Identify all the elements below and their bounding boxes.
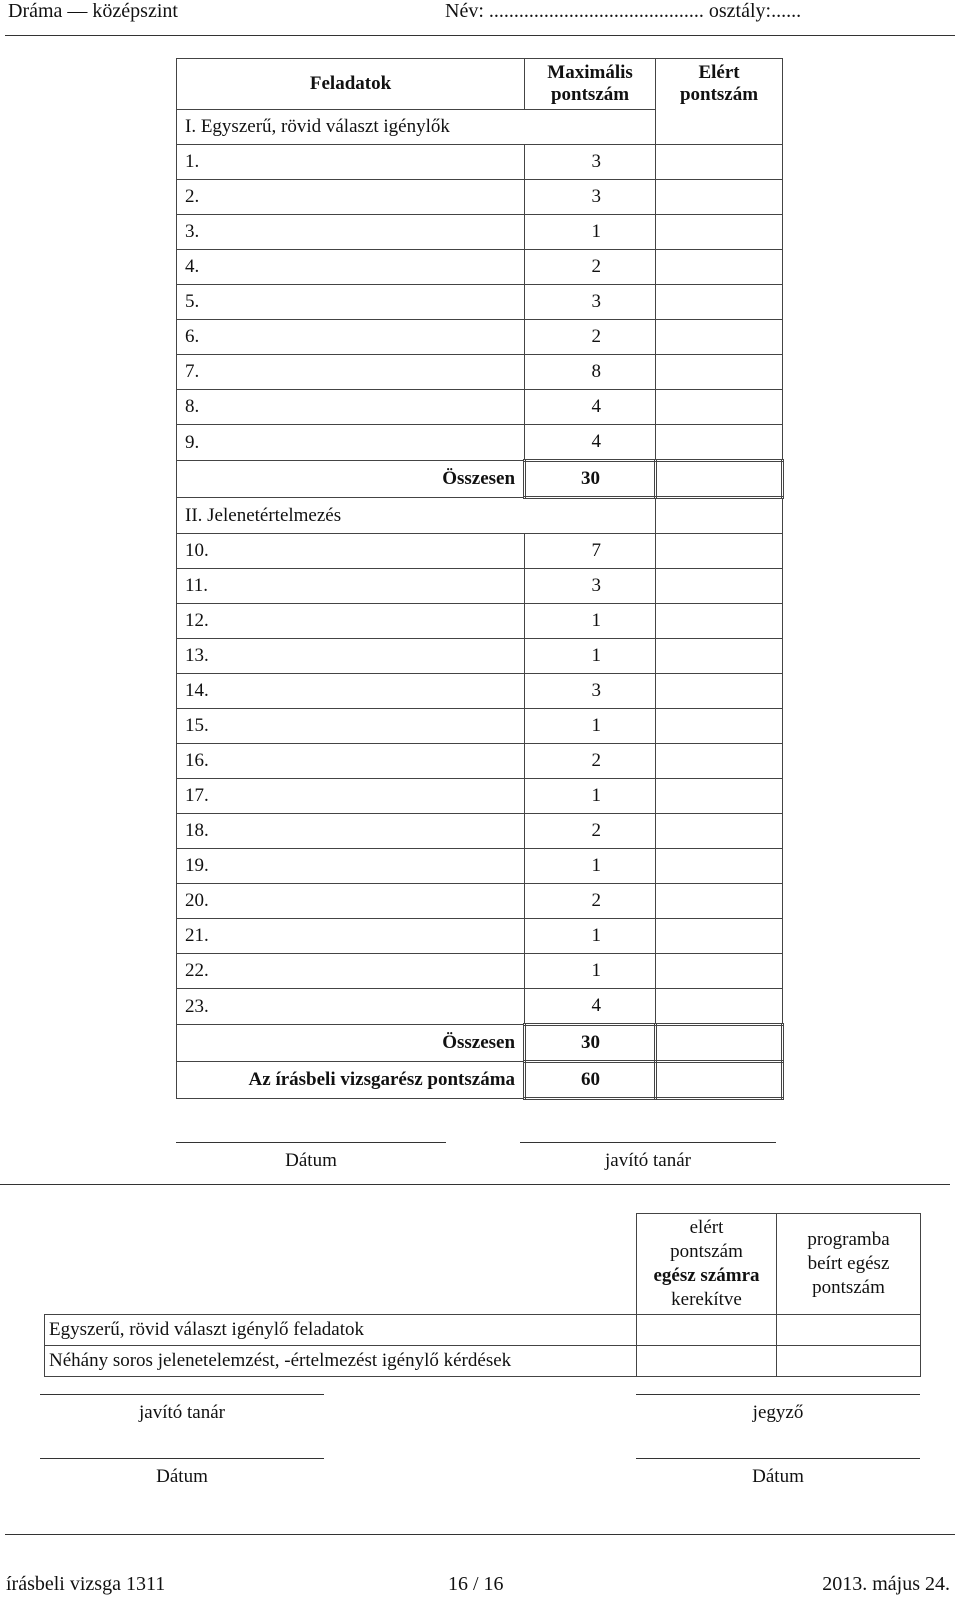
teacher-label: javító tanár [605, 1150, 691, 1171]
section1-total-row [177, 461, 783, 498]
col-rounded-points: elért pontszám egész számra kerekítve [637, 1214, 777, 1315]
task-number: 19. [177, 849, 525, 884]
achieved-cell[interactable] [656, 604, 783, 639]
achieved-cell[interactable] [656, 849, 783, 884]
total-max: 30 [525, 461, 656, 498]
task-number: 6. [177, 320, 525, 355]
task-number: 14. [177, 674, 525, 709]
max-points: 1 [525, 919, 656, 954]
table-row [177, 569, 783, 604]
date-line[interactable] [40, 1458, 324, 1459]
achieved-cell[interactable] [656, 285, 783, 320]
table-row [177, 779, 783, 814]
table-row [177, 744, 783, 779]
max-points: 2 [525, 884, 656, 919]
grade-header-row [45, 1214, 921, 1315]
achieved-cell[interactable] [656, 884, 783, 919]
max-points: 2 [525, 744, 656, 779]
achieved-cell[interactable] [656, 145, 783, 180]
total-label: Összesen [177, 461, 525, 498]
table-row [177, 145, 783, 180]
table-row [177, 425, 783, 461]
table-row [177, 884, 783, 919]
table-row [177, 674, 783, 709]
total-achieved-cell[interactable] [656, 1025, 783, 1062]
date-label: Dátum [752, 1466, 804, 1487]
total-achieved-cell[interactable] [656, 1062, 783, 1099]
max-points: 1 [525, 779, 656, 814]
table-row [177, 355, 783, 390]
grade-row-scene [45, 1345, 921, 1376]
table-row [177, 320, 783, 355]
task-number: 22. [177, 954, 525, 989]
task-number: 15. [177, 709, 525, 744]
achieved-cell[interactable] [656, 814, 783, 849]
max-points: 1 [525, 604, 656, 639]
score-table [176, 58, 784, 1100]
section-title: II. Jelenetértelmezés [177, 498, 656, 534]
max-points: 2 [525, 250, 656, 285]
grade-row-label: Egyszerű, rövid választ igénylő feladatok [45, 1314, 637, 1345]
col-header-achieved: Elért pontszám [656, 59, 783, 110]
max-points: 1 [525, 849, 656, 884]
achieved-cell[interactable] [656, 180, 783, 215]
task-number: 9. [177, 425, 525, 461]
task-number: 13. [177, 639, 525, 674]
table-row [177, 814, 783, 849]
date-label: Dátum [285, 1150, 337, 1171]
total-achieved-cell[interactable] [656, 461, 783, 498]
achieved-cell[interactable] [656, 498, 783, 534]
section1-title-row [177, 110, 783, 145]
footer-date: 2013. május 24. [822, 1573, 950, 1595]
task-number: 1. [177, 145, 525, 180]
header-divider [5, 35, 955, 36]
achieved-cell[interactable] [656, 320, 783, 355]
task-number: 2. [177, 180, 525, 215]
task-number: 5. [177, 285, 525, 320]
footer-divider [5, 1534, 955, 1535]
max-points: 4 [525, 425, 656, 461]
achieved-cell[interactable] [656, 215, 783, 250]
task-number: 20. [177, 884, 525, 919]
date-line[interactable] [636, 1458, 920, 1459]
col-header-max: Maximális pontszám [525, 59, 656, 110]
max-points: 3 [525, 569, 656, 604]
achieved-cell[interactable] [656, 110, 783, 145]
achieved-cell[interactable] [656, 919, 783, 954]
max-points: 1 [525, 954, 656, 989]
grand-total-row [177, 1062, 783, 1099]
task-number: 12. [177, 604, 525, 639]
notary-label: jegyző [752, 1402, 804, 1423]
date-label: Dátum [156, 1466, 208, 1487]
section2-title-row [177, 498, 783, 534]
achieved-cell[interactable] [656, 744, 783, 779]
achieved-cell[interactable] [656, 355, 783, 390]
table-row [177, 250, 783, 285]
task-number: 7. [177, 355, 525, 390]
achieved-cell[interactable] [656, 709, 783, 744]
task-number: 17. [177, 779, 525, 814]
grade-entered-cell[interactable] [777, 1345, 921, 1376]
total-label: Összesen [177, 1025, 525, 1062]
table-row [177, 534, 783, 569]
max-points: 3 [525, 145, 656, 180]
max-points: 3 [525, 285, 656, 320]
table-row [177, 989, 783, 1025]
achieved-cell[interactable] [656, 954, 783, 989]
table-row [177, 285, 783, 320]
max-points: 3 [525, 180, 656, 215]
achieved-cell[interactable] [656, 425, 783, 461]
task-number: 21. [177, 919, 525, 954]
grade-row-simple [45, 1314, 921, 1345]
table-row [177, 954, 783, 989]
max-points: 1 [525, 639, 656, 674]
col-entered-points: programba beírt egész pontszám [777, 1214, 921, 1315]
achieved-cell[interactable] [656, 250, 783, 285]
table-row [177, 390, 783, 425]
max-points: 1 [525, 215, 656, 250]
footer-exam-code: írásbeli vizsga 1311 [6, 1573, 166, 1595]
page-number: 16 / 16 [448, 1573, 504, 1595]
table-row [177, 919, 783, 954]
teacher-label: javító tanár [139, 1402, 225, 1423]
achieved-cell[interactable] [656, 534, 783, 569]
table-row [177, 180, 783, 215]
max-points: 4 [525, 390, 656, 425]
max-points: 2 [525, 320, 656, 355]
max-points: 7 [525, 534, 656, 569]
max-points: 4 [525, 989, 656, 1025]
subject-title: Dráma — középszint [8, 0, 178, 22]
section-title: I. Egyszerű, rövid választ igénylők [177, 110, 656, 145]
total-max: 60 [525, 1062, 656, 1099]
section2-total-row [177, 1025, 783, 1062]
max-points: 8 [525, 355, 656, 390]
table-row [177, 709, 783, 744]
total-max: 30 [525, 1025, 656, 1062]
table-row [177, 604, 783, 639]
achieved-cell[interactable] [656, 779, 783, 814]
max-points: 2 [525, 814, 656, 849]
task-number: 8. [177, 390, 525, 425]
date-line[interactable] [176, 1142, 446, 1143]
achieved-cell[interactable] [656, 390, 783, 425]
task-number: 10. [177, 534, 525, 569]
table-row [177, 849, 783, 884]
grade-table [44, 1213, 921, 1377]
notary-signature-line[interactable] [636, 1394, 920, 1395]
table-header-row [177, 59, 783, 110]
task-number: 18. [177, 814, 525, 849]
grade-rounded-cell[interactable] [637, 1345, 777, 1376]
table-row [177, 639, 783, 674]
table-row [177, 215, 783, 250]
name-class-field[interactable]: Név: ........................................... osztály:...... [445, 0, 802, 22]
max-points: 3 [525, 674, 656, 709]
achieved-cell[interactable] [656, 569, 783, 604]
teacher-signature-line[interactable] [40, 1394, 324, 1395]
teacher-signature-line[interactable] [520, 1142, 776, 1143]
section-divider [0, 1184, 950, 1185]
achieved-cell[interactable] [656, 674, 783, 709]
max-points: 1 [525, 709, 656, 744]
grade-rounded-cell[interactable] [637, 1314, 777, 1345]
task-number: 11. [177, 569, 525, 604]
total-label: Az írásbeli vizsgarész pontszáma [177, 1062, 525, 1099]
achieved-cell[interactable] [656, 639, 783, 674]
col-header-tasks: Feladatok [177, 59, 525, 110]
grade-entered-cell[interactable] [777, 1314, 921, 1345]
task-number: 16. [177, 744, 525, 779]
task-number: 3. [177, 215, 525, 250]
grade-row-label: Néhány soros jelenetelemzést, -értelmezést igénylő kérdések [45, 1345, 637, 1376]
task-number: 4. [177, 250, 525, 285]
achieved-cell[interactable] [656, 989, 783, 1025]
task-number: 23. [177, 989, 525, 1025]
